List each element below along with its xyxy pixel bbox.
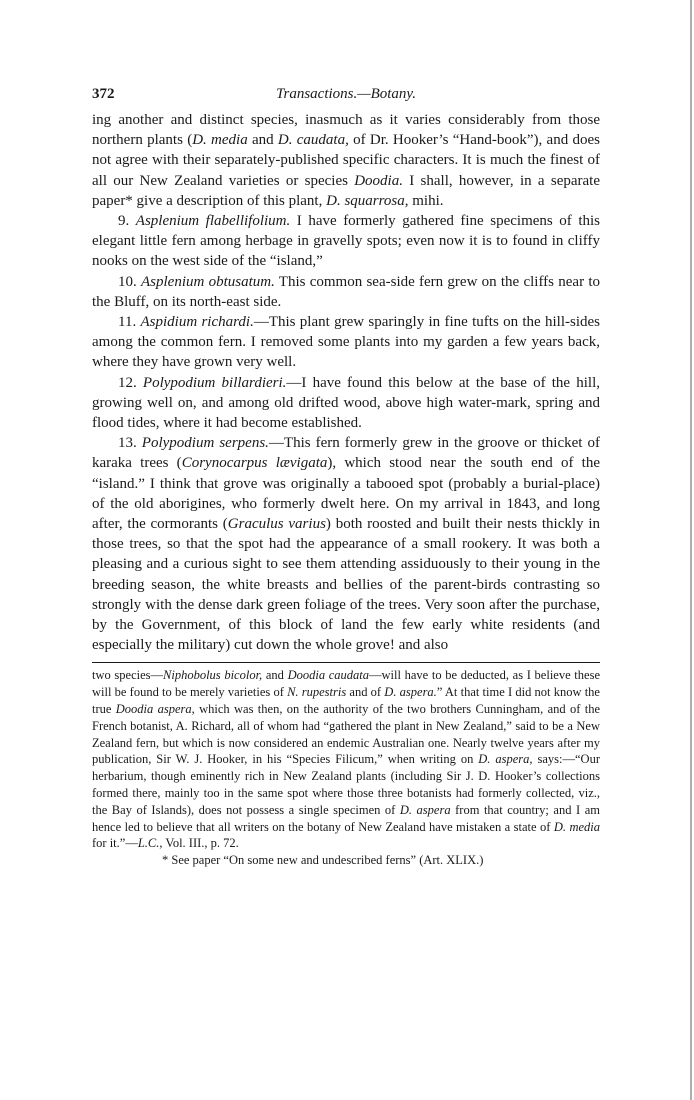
footnote-star: * See paper “On some new and undescribed ferns” (Art. XLIX.) (162, 853, 484, 868)
page (92, 86, 600, 869)
paragraph-12: 12. Polypodium billardieri.—I have found this below at the base of the hill, growing well on, and among old drifted wood, above high water-mark, spring and flood tides, where it had become established. (92, 374, 600, 432)
species-name: Asplenium flabellifolium. (135, 213, 291, 230)
page-edge-shadow (690, 0, 692, 1100)
paragraph-13: 13. Polypodium serpens.—This fern formerly grew in the groove or thicket of karaka trees (Corynocarpus lævigata), which stood near the south end of the “island.” I think that grove was originally a tabooed spot (probably a burial-place) of the old aborigines, who formerly dwelt here. On my arrival in 1843, and long after, the cormorants (Graculus varius) both roosted and built their nests thickly in those trees, so that the spot had the appearance of a small rookery. It was both a pleasing and a curious sight to see them attending assiduously to their young in the breeding season, the white breasts and bellies of the parent-birds contrasting so strongly with the dense dark green foliage of the trees. Very soon after the purchase, by the Government, of this block of land the few early white residents (and especially the military) cut down the whole grove! and also (92, 435, 601, 654)
running-title: Transactions.—Botany. (275, 86, 417, 102)
species-name: Polypodium serpens. (141, 435, 269, 452)
paragraph-continuation: ing another and distinct species, inasmuch as it varies considerably from those northern plants (D. media and D. caudata, of Dr. Hooker’s “Hand-book”), and does not agree with their separately-published specific characters. It is much the finest of all our New Zealand varieties or species Doodia. I shall, however, in a separate paper* give a description of this plant, D. squarrosa, mihi. (92, 112, 600, 209)
footnote-divider (92, 662, 600, 663)
species-name: Asplenium obtusatum. (141, 273, 275, 290)
footnote-continuation: two species—Niphobolus bicolor, and Doodia caudata—will have to be deducted, as I believe these will be found to be merely varieties of N. rupestris and of D. aspera.” At that time I did not know the true Doodia aspera, which was then, on the authority of the two brothers Cunningham, and of the French botanist, A. Richard, all of whom had “gathered the plant in New Zealand,” said to be a New Zealand fern, but which is now considered an endemic Australian one. Nearly twelve years after my publication, Sir W. J. Hooker, in his “Species Filicum,” when writing on D. aspera, says:—“Our herbarium, though eminently rich in New Zealand plants (including Sir J. D. Hooker’s collections formed there, mainly too in the same spot where those three botanists had formerly collected, viz., the Bay of Islands), does not possess a single specimen of D. aspera from that country; and I am hence led to believe that all writers on the botany of New Zealand have mistaken a state of D. media for it.”—L.C., Vol. III., p. 72. (92, 668, 600, 851)
body-text (92, 110, 600, 655)
paragraph-9: 9. Asplenium flabellifolium. I have formerly gathered fine specimens of this elegant little fern among herbage in gravelly spots; even now it is to found in cliffy nooks on the west side of the “island,” (92, 213, 600, 270)
page-header (92, 86, 600, 110)
paragraph-11: 11. Aspidium richardi.—This plant grew sparingly in fine tufts on the hill-sides among the common fern. I removed some plants into my garden a few years back, where they have grown very well. (92, 314, 601, 371)
footnotes (92, 667, 600, 869)
species-name: Aspidium richardi. (140, 314, 254, 331)
species-name: Polypodium billardieri. (142, 374, 287, 391)
paragraph-10: 10. Asplenium obtusatum. This common sea-side fern grew on the cliffs near to the Bluff, on its north-east side. (92, 273, 600, 310)
page-number: 372 (92, 86, 115, 102)
